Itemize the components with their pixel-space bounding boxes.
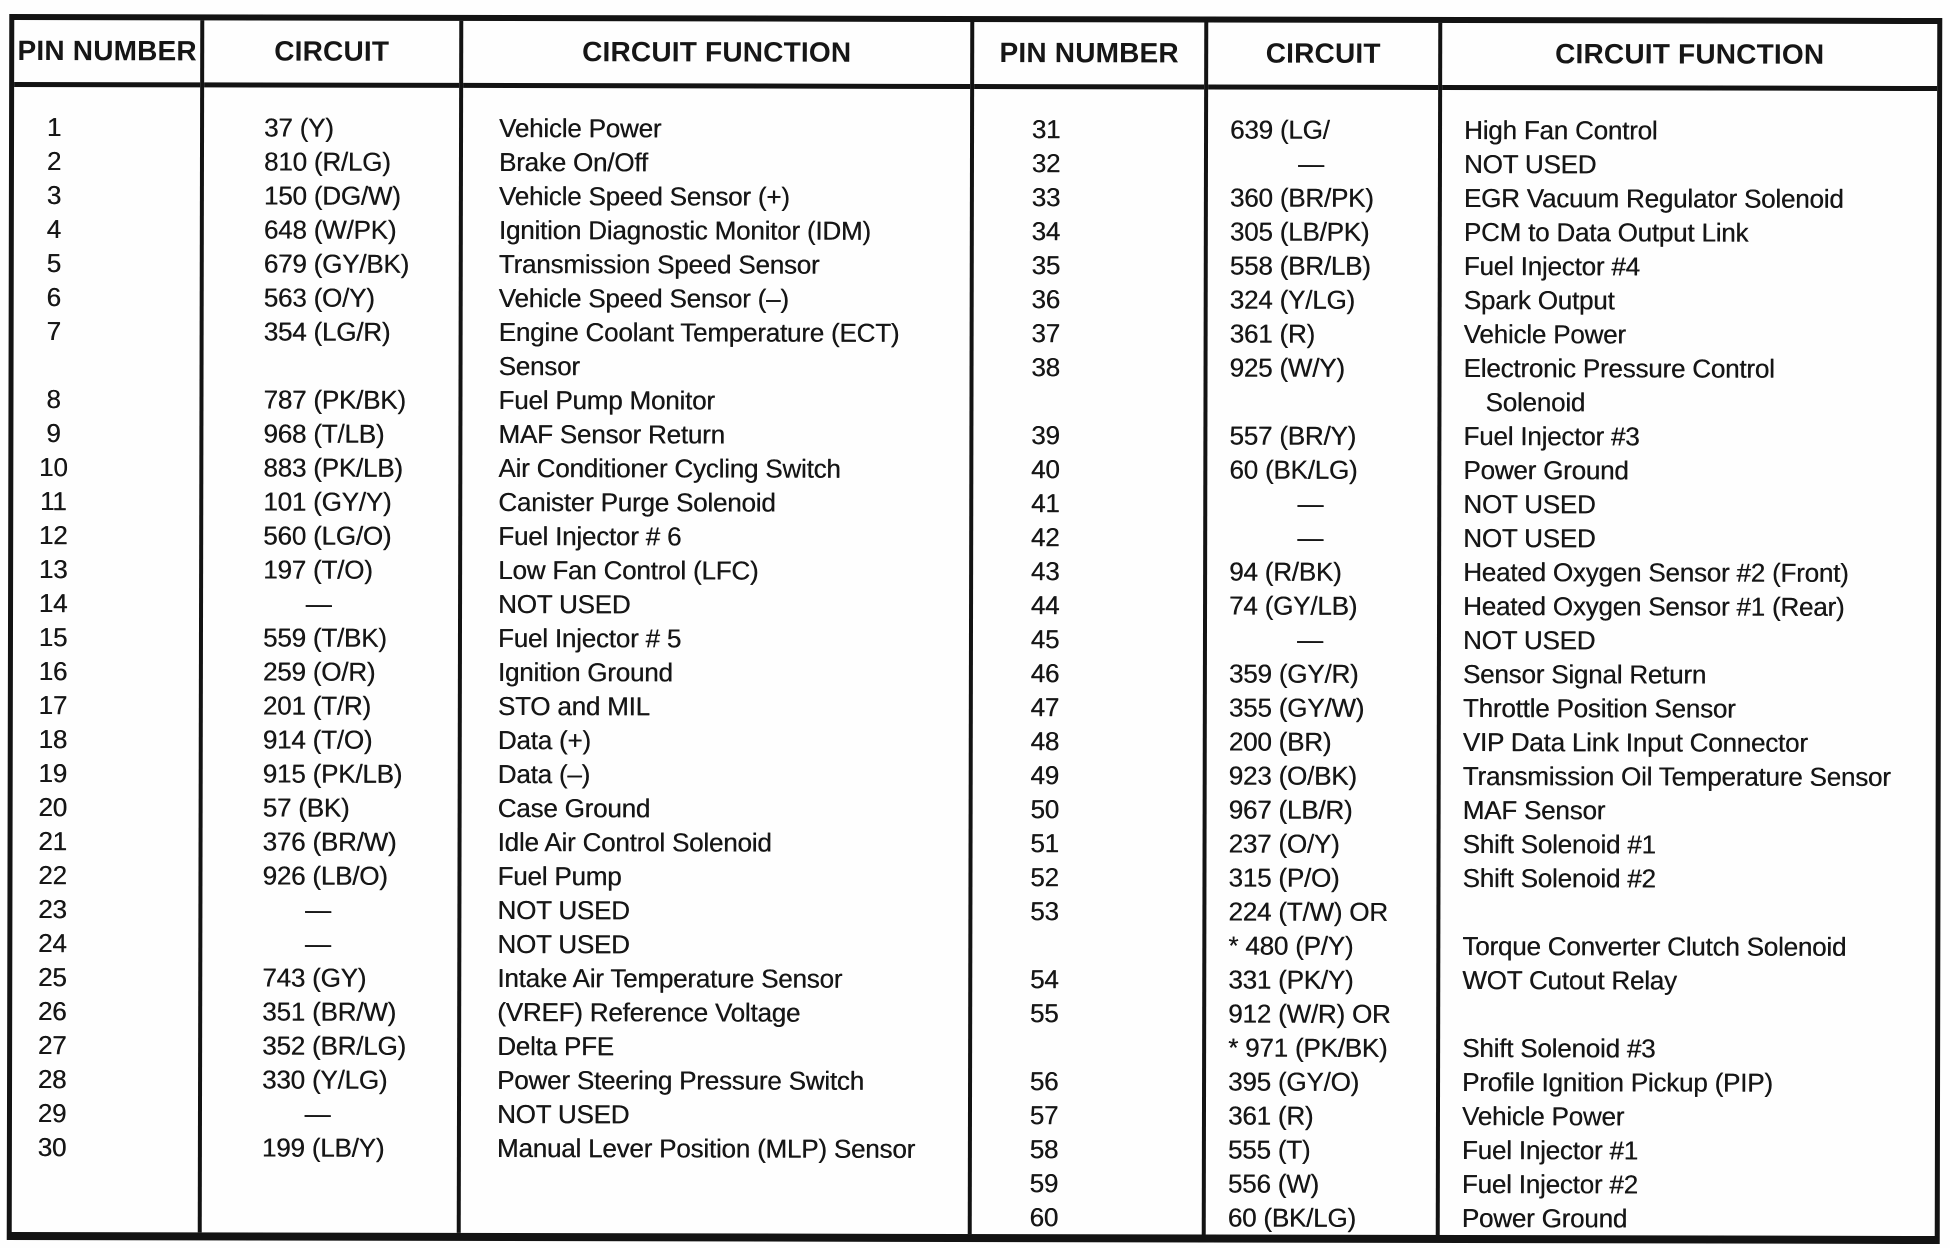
cell-pin-number: 28 <box>37 1064 67 1095</box>
cell-pin-number: 20 <box>38 792 67 823</box>
cell-pin-number: 45 <box>1030 624 1060 655</box>
cell-circuit-function: WOT Cutout Relay <box>1462 965 1677 996</box>
cell-pin-number: 9 <box>46 418 61 449</box>
cell-pin-number: 58 <box>1029 1134 1059 1165</box>
cell-circuit-function: Power Steering Pressure Switch <box>497 1065 864 1096</box>
cell-circuit: 331 (PK/Y) <box>1228 964 1354 995</box>
right-circuit-function-header: CIRCUIT FUNCTION <box>1442 23 1937 91</box>
cell-circuit: 150 (DG/W) <box>263 180 401 211</box>
cell-pin-number: 41 <box>1030 488 1060 519</box>
cell-pin-number: 16 <box>38 656 68 687</box>
cell-circuit: — <box>1297 624 1323 655</box>
cell-circuit: 324 (Y/LG) <box>1229 284 1355 315</box>
right-pin-number-cells <box>972 89 1204 1234</box>
cell-circuit-function: NOT USED <box>497 929 630 960</box>
cell-circuit: 679 (GY/BK) <box>263 248 409 279</box>
cell-circuit: 556 (W) <box>1227 1168 1319 1199</box>
cell-pin-number: 46 <box>1030 658 1060 689</box>
cell-pin-number: 6 <box>46 282 61 313</box>
cell-circuit-function: (VREF) Reference Voltage <box>497 997 801 1028</box>
cell-circuit: 201 (T/R) <box>262 690 371 721</box>
cell-circuit-function: Vehicle Power <box>1461 1101 1625 1132</box>
cell-pin-number: 51 <box>1030 828 1059 859</box>
cell-pin-number: 19 <box>38 758 67 789</box>
cell-circuit: 60 (BK/LG) <box>1229 454 1358 485</box>
cell-pin-number <box>972 1030 1202 1064</box>
cell-pin-number: 50 <box>1030 794 1059 825</box>
cell-pin-number: 57 <box>1029 1100 1059 1131</box>
cell-circuit-function: NOT USED <box>1462 625 1596 656</box>
cell-circuit-function: MAF Sensor <box>1462 795 1606 826</box>
cell-pin-number: 15 <box>38 622 68 653</box>
cell-circuit: 926 (LB/O) <box>262 860 388 891</box>
cell-circuit-function: Profile Ignition Pickup (PIP) <box>1462 1067 1773 1098</box>
cell-pin-number: 43 <box>1030 556 1060 587</box>
cell-circuit: 559 (T/BK) <box>262 622 387 653</box>
cell-pin-number: 53 <box>1030 896 1059 927</box>
cell-pin-number: 23 <box>38 894 67 925</box>
cell-pin-number: 14 <box>38 588 68 619</box>
cell-circuit-function: Heated Oxygen Sensor #1 (Rear) <box>1463 591 1845 622</box>
cell-circuit: 361 (R) <box>1229 318 1315 349</box>
cell-pin-number: 34 <box>1031 216 1061 247</box>
cell-circuit-function: Vehicle Power <box>1463 319 1626 350</box>
cell-circuit-function: NOT USED <box>496 1099 630 1130</box>
cell-circuit: 395 (GY/O) <box>1228 1066 1360 1097</box>
cell-circuit-function: Fuel Injector #1 <box>1461 1135 1638 1166</box>
cell-circuit: 200 (BR) <box>1228 726 1332 757</box>
cell-circuit: 810 (R/LG) <box>263 146 391 177</box>
cell-circuit-function: NOT USED <box>497 895 630 926</box>
cell-pin-number: 49 <box>1030 760 1059 791</box>
cell-circuit-function: Fuel Injector # 5 <box>497 623 682 654</box>
cell-circuit-function: NOT USED <box>1463 149 1597 180</box>
cell-circuit: 224 (T/W) OR <box>1228 896 1388 927</box>
cell-circuit: 787 (PK/BK) <box>263 384 406 415</box>
cell-circuit-function: Fuel Injector #3 <box>1463 421 1640 452</box>
cell-circuit-function <box>1440 895 1935 930</box>
cell-circuit-function: Torque Converter Clutch Solenoid <box>1462 931 1847 962</box>
cell-circuit: — <box>304 928 331 959</box>
cell-circuit: 912 (W/R) OR <box>1228 998 1391 1029</box>
cell-circuit-function: Power Ground <box>1463 455 1629 486</box>
cell-circuit-function: Shift Solenoid #2 <box>1462 863 1656 894</box>
left-pin-number-cells <box>12 87 200 1164</box>
cell-pin-number: 1 <box>46 112 62 143</box>
cell-circuit-function: Manual Lever Position (MLP) Sensor <box>496 1133 916 1164</box>
right-circuit-function-cells <box>1440 90 1937 1236</box>
cell-circuit: 259 (O/R) <box>262 656 376 687</box>
cell-pin-number <box>14 348 200 382</box>
cell-pin-number: 33 <box>1031 182 1061 213</box>
cell-circuit-function: Fuel Injector # 6 <box>498 521 682 552</box>
cell-circuit: 883 (PK/LB) <box>263 452 403 483</box>
cell-pin-number: 48 <box>1030 726 1060 757</box>
cell-pin-number: 4 <box>46 214 61 245</box>
cell-circuit-function: Shift Solenoid #3 <box>1462 1033 1656 1064</box>
cell-circuit-function: Power Ground <box>1461 1203 1628 1234</box>
cell-circuit: 915 (PK/LB) <box>262 758 403 789</box>
cell-pin-number: 39 <box>1031 420 1060 451</box>
cell-circuit-function: High Fan Control <box>1464 115 1658 146</box>
cell-circuit: — <box>304 894 331 925</box>
cell-pin-number: 60 <box>1029 1202 1059 1233</box>
cell-circuit: 359 (GY/R) <box>1228 658 1359 689</box>
cell-circuit-function: Fuel Injector #4 <box>1463 251 1640 282</box>
cell-circuit: 94 (R/BK) <box>1229 556 1342 587</box>
cell-circuit: 355 (GY/W) <box>1228 692 1365 723</box>
cell-pin-number: 59 <box>1029 1168 1059 1199</box>
right-circuit-function-column <box>1440 23 1938 1236</box>
cell-pin-number: 10 <box>39 452 68 483</box>
right-pin-number-header: PIN NUMBER <box>974 22 1204 89</box>
cell-pin-number: 21 <box>38 826 67 857</box>
cell-circuit: 558 (BR/LB) <box>1229 250 1371 281</box>
cell-circuit-function <box>1440 997 1935 1032</box>
cell-circuit <box>1207 384 1437 418</box>
cell-pin-number: 26 <box>37 996 67 1027</box>
cell-circuit: 639 (LG/ <box>1230 114 1330 145</box>
cell-circuit <box>204 348 459 383</box>
cell-pin-number: 13 <box>38 554 68 585</box>
cell-circuit-function: Idle Air Control Solenoid <box>497 827 772 858</box>
cell-circuit: — <box>1297 522 1324 553</box>
cell-circuit: 199 (LB/Y) <box>261 1132 385 1163</box>
cell-pin-number: 52 <box>1030 862 1059 893</box>
left-circuit-function-cells <box>461 88 970 1166</box>
right-circuit-header: CIRCUIT <box>1208 22 1438 89</box>
cell-pin-number: 56 <box>1029 1066 1059 1097</box>
cell-circuit-function: Spark Output <box>1463 285 1615 316</box>
cell-circuit-function: Low Fan Control (LFC) <box>498 555 759 586</box>
cell-circuit: 555 (T) <box>1227 1134 1311 1165</box>
cell-circuit: 563 (O/Y) <box>263 282 375 313</box>
cell-circuit-function: Throttle Position Sensor <box>1462 693 1736 724</box>
cell-circuit: 923 (O/BK) <box>1228 760 1357 791</box>
cell-circuit-function: Fuel Injector #2 <box>1461 1169 1638 1200</box>
cell-circuit: 37 (Y) <box>264 112 334 143</box>
cell-circuit: 361 (R) <box>1227 1100 1314 1131</box>
cell-pin-number: 40 <box>1031 454 1060 485</box>
cell-circuit: 560 (LG/O) <box>263 520 392 551</box>
cell-circuit-function: VIP Data Link Input Connector <box>1462 727 1808 758</box>
cell-pin-number: 27 <box>37 1030 67 1061</box>
cell-circuit-function: Transmission Oil Temperature Sensor <box>1462 761 1891 792</box>
cell-circuit: 354 (LG/R) <box>263 316 391 347</box>
left-circuit-function-column <box>461 21 975 1234</box>
cell-circuit-function: Data (–) <box>497 759 591 790</box>
cell-circuit-function: Electronic Pressure Control <box>1463 353 1775 384</box>
left-pin-number-column <box>12 20 205 1232</box>
cell-pin-number: 8 <box>46 384 61 415</box>
cell-pin-number: 25 <box>37 962 67 993</box>
left-circuit-header: CIRCUIT <box>204 20 459 88</box>
cell-circuit: * 971 (PK/BK) <box>1228 1032 1388 1063</box>
cell-pin-number: 18 <box>38 724 68 755</box>
cell-circuit-function: STO and MIL <box>497 691 650 722</box>
cell-circuit-function: EGR Vacuum Regulator Solenoid <box>1463 183 1844 214</box>
left-pin-number-header: PIN NUMBER <box>14 20 200 87</box>
cell-circuit-function: Transmission Speed Sensor <box>498 249 820 280</box>
cell-circuit: 237 (O/Y) <box>1228 828 1340 859</box>
pinout-table <box>7 14 1943 1244</box>
right-pin-number-column <box>972 22 1209 1234</box>
cell-pin-number: 3 <box>46 180 62 211</box>
cell-circuit: 330 (Y/LG) <box>262 1064 388 1095</box>
cell-circuit: 360 (BR/PK) <box>1229 182 1374 213</box>
cell-circuit: 351 (BR/W) <box>262 996 397 1027</box>
cell-circuit-function: NOT USED <box>1463 489 1596 520</box>
cell-circuit-function: NOT USED <box>498 589 631 620</box>
cell-circuit-function: Engine Coolant Temperature (ECT) <box>498 317 900 348</box>
cell-circuit: 968 (T/LB) <box>263 418 385 449</box>
cell-circuit: 743 (GY) <box>262 962 367 993</box>
cell-circuit-function: NOT USED <box>1463 523 1596 554</box>
cell-circuit: 557 (BR/Y) <box>1229 420 1357 451</box>
cell-circuit: — <box>1298 148 1324 179</box>
cell-circuit-function: Ignition Diagnostic Monitor (IDM) <box>498 215 871 246</box>
left-circuit-function-header: CIRCUIT FUNCTION <box>463 21 970 89</box>
cell-circuit-function: Brake On/Off <box>498 147 648 178</box>
cell-circuit: 74 (GY/LB) <box>1229 590 1358 621</box>
cell-circuit-function: Air Conditioner Cycling Switch <box>498 453 841 484</box>
cell-circuit-function: Case Ground <box>497 793 651 824</box>
cell-pin-number: 24 <box>38 928 67 959</box>
cell-circuit-function: Fuel Pump Monitor <box>498 385 715 416</box>
left-circuit-column <box>202 20 464 1233</box>
cell-circuit: 967 (LB/R) <box>1228 794 1353 825</box>
cell-pin-number: 22 <box>38 860 67 891</box>
cell-pin-number: 42 <box>1030 522 1060 553</box>
cell-circuit: 305 (LB/PK) <box>1229 216 1370 247</box>
cell-circuit-function: Vehicle Speed Sensor (+) <box>498 181 790 212</box>
cell-circuit: — <box>304 1098 331 1129</box>
cell-pin-number: 32 <box>1031 148 1061 179</box>
cell-circuit: 648 (W/PK) <box>263 214 397 245</box>
cell-pin-number: 17 <box>38 690 68 721</box>
cell-pin-number: 30 <box>37 1132 67 1163</box>
cell-circuit-function: Heated Oxygen Sensor #2 (Front) <box>1463 557 1849 588</box>
cell-circuit: 315 (P/O) <box>1228 862 1340 893</box>
cell-circuit: 197 (T/O) <box>263 554 373 585</box>
cell-circuit: 925 (W/Y) <box>1229 352 1345 383</box>
cell-pin-number: 12 <box>38 520 68 551</box>
cell-circuit-function: Solenoid <box>1485 387 1586 418</box>
cell-pin-number: 31 <box>1031 114 1061 145</box>
cell-circuit-function: Canister Purge Solenoid <box>498 487 776 518</box>
cell-circuit: 376 (BR/W) <box>262 826 397 857</box>
right-circuit-cells <box>1206 89 1438 1234</box>
cell-circuit-function: Sensor <box>498 351 580 382</box>
cell-circuit-function: Delta PFE <box>497 1031 614 1062</box>
cell-pin-number: 44 <box>1030 590 1060 621</box>
cell-pin-number: 35 <box>1031 250 1061 281</box>
cell-circuit-function: Ignition Ground <box>497 657 673 688</box>
cell-pin-number: 7 <box>46 316 61 347</box>
cell-pin-number: 55 <box>1029 998 1059 1029</box>
cell-pin-number: 38 <box>1031 352 1060 383</box>
cell-pin-number: 54 <box>1029 964 1059 995</box>
cell-pin-number: 36 <box>1031 284 1060 315</box>
cell-pin-number: 5 <box>46 248 61 279</box>
cell-circuit: — <box>305 588 332 619</box>
cell-circuit: 101 (GY/Y) <box>263 486 392 517</box>
cell-circuit: * 480 (P/Y) <box>1228 930 1354 961</box>
left-circuit-cells <box>202 87 459 1165</box>
cell-circuit: 60 (BK/LG) <box>1227 1202 1356 1233</box>
cell-pin-number: 29 <box>37 1098 67 1129</box>
cell-circuit-function: Data (+) <box>497 725 591 756</box>
cell-circuit: 914 (T/O) <box>262 724 373 755</box>
cell-circuit-function: Sensor Signal Return <box>1462 659 1707 690</box>
cell-pin-number: 47 <box>1030 692 1060 723</box>
cell-circuit-function: MAF Sensor Return <box>498 419 725 450</box>
cell-pin-number: 2 <box>46 146 62 177</box>
cell-circuit: 57 (BK) <box>262 792 350 823</box>
cell-circuit-function: PCM to Data Output Link <box>1463 217 1749 248</box>
cell-circuit-function: Intake Air Temperature Sensor <box>497 963 843 994</box>
cell-circuit: 352 (BR/LG) <box>262 1030 406 1061</box>
cell-circuit-function: Fuel Pump <box>497 861 622 892</box>
cell-pin-number <box>972 928 1202 962</box>
cell-circuit-function: Shift Solenoid #1 <box>1462 829 1656 860</box>
cell-pin-number: 37 <box>1031 318 1060 349</box>
cell-circuit-function: Vehicle Power <box>499 113 662 144</box>
right-circuit-column <box>1206 22 1443 1234</box>
cell-circuit-function: Vehicle Speed Sensor (–) <box>498 283 789 314</box>
cell-pin-number <box>973 384 1203 418</box>
cell-circuit: — <box>1297 488 1324 519</box>
cell-pin-number: 11 <box>39 486 67 517</box>
